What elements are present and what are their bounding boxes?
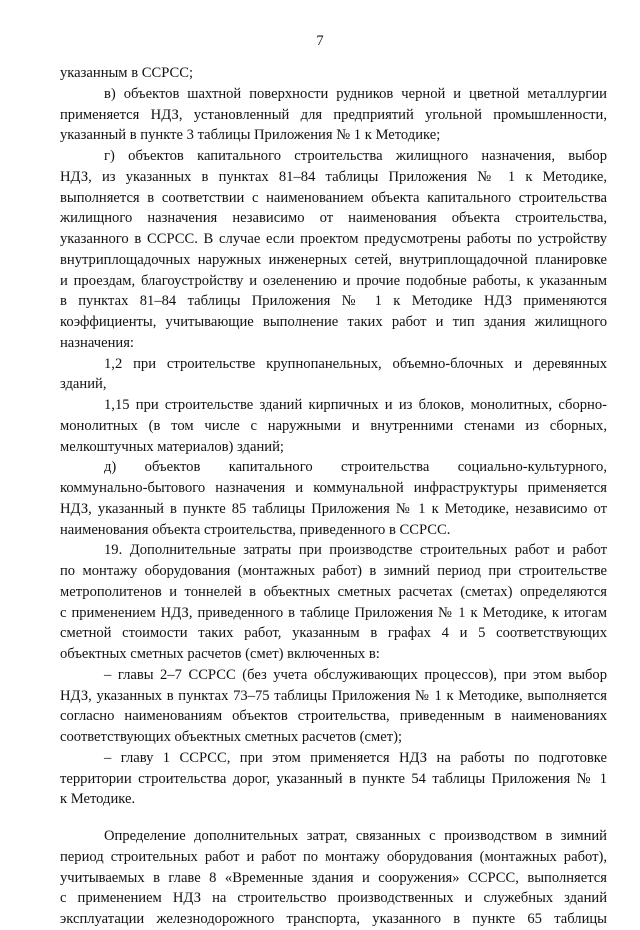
text-line: согласно наименованиям объектов строительства, приведенным в наименованиях [60,708,607,725]
text-line: метрополитенов и тоннелей в объектных сметных расчетах (сметах) определяются [60,583,607,600]
text-line: учитываемых в главе 8 «Временные здания и сооружения» ССРСС, выполняется [60,869,607,886]
text-line: – главы 2–7 ССРСС (без учета обслуживающих процессов), при этом выбор [104,666,607,683]
text-line: эксплуатации железнодорожного транспорта, указанного в пункте 65 таблицы [60,911,607,927]
text-line: период строительных работ и работ по монтажу оборудования (монтажных работ), [60,848,607,865]
text-line: д) объектов капитального строительства социально-культурного, [104,459,607,476]
text-line: жилищного назначения независимо от наименования объекта строительства, [60,210,607,227]
text-line: монолитных (в том числе с наружными и внутренними стенами из сборных, [60,417,607,434]
text-line: мелкоштучных материалов) зданий; [60,438,284,455]
text-line: назначения: [60,334,134,351]
body-text [60,63,607,930]
text-line: 19. Дополнительные затраты при производстве строительных работ и работ [104,542,607,559]
text-line: внутриплощадочных наружных инженерных сетей, внутриплощадочной планировке [60,251,607,268]
text-line: и проездам, благоустройству и озеленению и прочие подобные работы, к указанным [60,272,607,289]
text-line: 1,2 при строительстве крупнопанельных, объемно-блочных и деревянных [104,355,607,372]
text-line: г) объектов капитального строительства жилищного назначения, выбор [104,148,607,164]
text-line: с применением НДЗ, приведенного в таблице Приложения № 1 к Методике, к итогам [60,604,607,621]
text-line: в) объектов шахтной поверхности рудников черной и цветной металлургии [104,85,607,102]
text-line: соответствующих объектных сметных расчетов (смет); [60,729,403,745]
text-line: 1,15 при строительстве зданий кирпичных и из блоков, монолитных, сборно- [104,397,607,413]
text-line: Определение дополнительных затрат, связанных с производством в зимний [104,828,607,844]
text-line: выполняется в соответствии с наименованием объекта капитального строительства [60,189,607,206]
text-line: применяется НДЗ, установленный для предприятий угольной промышленности, [60,106,607,123]
text-line: сметной стоимости таких работ, указанным в графах 4 и 5 соответствующих [60,625,607,642]
text-line: территории строительства дорог, указанный в пункте 54 таблицы Приложения № 1 [60,770,607,787]
text-line: с применением НДЗ на строительство производственных и служебных зданий [60,890,607,907]
text-line: НДЗ, указанный в пункте 85 таблицы Приложения № 1 к Методике, независимо от [60,500,607,517]
text-line: объектных сметных расчетов (смет) включенных в: [60,646,380,662]
text-line: зданий, [60,376,107,393]
text-line: указанным в ССРСС; [60,65,194,81]
text-line: указанного в ССРСС. В случае если проектом предусмотрены работы по устройству [60,231,607,247]
text-line: к Методике. [60,791,136,808]
text-line: наименования объекта строительства, приведенного в ССРСС. [60,521,451,538]
text-line: в пунктах 81–84 таблицы Приложения № 1 к Методике НДЗ применяются [60,293,607,310]
page-number: 7 [316,33,324,49]
text-line: коммунально-бытового назначения и коммунальной инфраструктуры применяется [60,480,607,496]
text-line: по монтажу оборудования (монтажных работ) в зимний период при строительстве [60,563,607,579]
text-line: – главу 1 ССРСС, при этом применяется НДЗ на работы по подготовке [104,749,607,766]
paragraph-gap [60,810,607,826]
text-line: указанный в пункте 3 таблицы Приложения № 1 к Методике; [60,127,441,144]
text-line: коэффициенты, учитывающие выполнение таких работ и тип здания жилищного [60,314,607,330]
text-line: НДЗ, указанных в пунктах 73–75 таблицы Приложения № 1 к Методике, выполняется [60,687,607,704]
text-line: НДЗ, из указанных в пунктах 81–84 таблицы Приложения № 1 к Методике, [60,168,607,185]
